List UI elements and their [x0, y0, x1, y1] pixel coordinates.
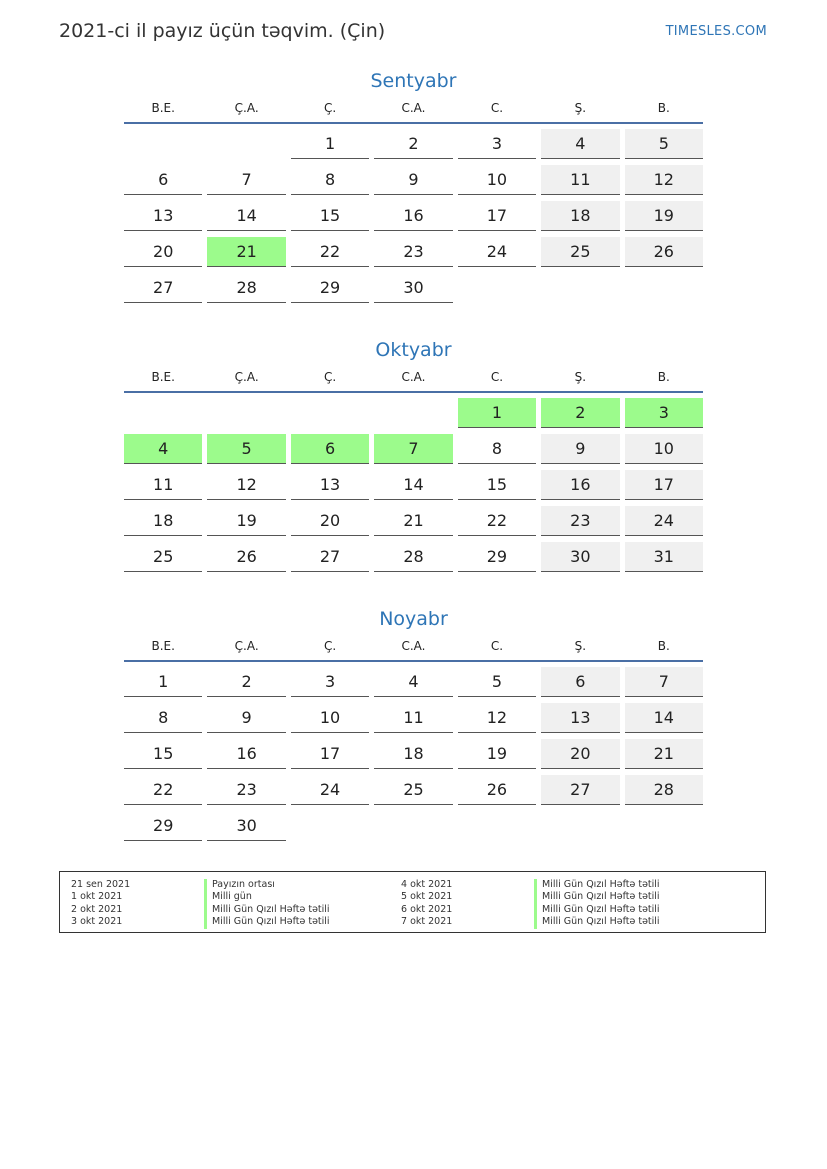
legend-date: 21 sen 2021 — [71, 879, 131, 890]
legend-date: 6 okt 2021 — [401, 903, 453, 915]
legend-row — [71, 904, 330, 916]
weekday-label: C. — [490, 639, 504, 653]
day-cell: 7 — [207, 165, 285, 195]
day-cell: 22 — [124, 775, 202, 805]
weekday-header — [124, 367, 703, 393]
empty-cell — [207, 398, 285, 428]
day-cell: 18 — [374, 739, 452, 769]
weekday-label: B.E. — [151, 639, 175, 653]
day-cell: 18 — [541, 201, 619, 231]
weekday-label: Ş. — [574, 101, 587, 115]
weekday-label: C.A. — [401, 639, 426, 653]
day-cell: 9 — [374, 165, 452, 195]
day-cell: 29 — [124, 811, 202, 841]
brand-link[interactable]: TIMESLES.COM — [665, 24, 767, 39]
day-cell: 20 — [291, 506, 369, 536]
day-cell: 3 — [458, 129, 536, 159]
day-cell: 4 — [374, 667, 452, 697]
legend-holiday-name: Milli Gün Qızıl Həftə tətili — [534, 891, 660, 903]
day-cell: 25 — [124, 542, 202, 572]
day-cell: 9 — [541, 434, 619, 464]
weekday-label: C.A. — [401, 101, 426, 115]
holiday-day-cell: 7 — [374, 434, 452, 464]
month-name: Noyabr — [379, 608, 448, 630]
legend-holiday-name: Milli Gün Qızıl Həftə tətili — [534, 879, 660, 891]
legend-date: 1 okt 2021 — [71, 891, 123, 903]
legend-row — [401, 916, 660, 928]
legend-column-left — [71, 879, 330, 929]
day-cell: 4 — [541, 129, 619, 159]
weekday-label: Ç. — [323, 639, 337, 653]
weekday-label: Ç. — [323, 101, 337, 115]
day-cell: 3 — [291, 667, 369, 697]
day-cell: 30 — [374, 273, 452, 303]
weekday-label: Ş. — [574, 639, 587, 653]
holiday-day-cell: 3 — [625, 398, 703, 428]
month-1 — [124, 337, 703, 578]
page-title: 2021-ci il payız üçün təqvim. (Çin) — [59, 20, 386, 42]
weekday-label: B. — [657, 639, 670, 653]
month-name: Oktyabr — [375, 339, 452, 361]
legend-holiday-name: Milli Gün Qızıl Həftə tətili — [534, 916, 660, 928]
day-cell: 11 — [124, 470, 202, 500]
day-cell: 30 — [541, 542, 619, 572]
day-cell: 16 — [541, 470, 619, 500]
day-cell: 8 — [291, 165, 369, 195]
weekday-label: Ş. — [574, 370, 587, 384]
day-cell: 9 — [207, 703, 285, 733]
day-cell: 31 — [625, 542, 703, 572]
month-0 — [124, 68, 703, 309]
month-2 — [124, 606, 703, 847]
month-name: Sentyabr — [370, 70, 457, 92]
legend-holiday-name: Milli Gün Qızıl Həftə tətili — [534, 904, 660, 916]
day-cell: 26 — [458, 775, 536, 805]
legend-date: 5 okt 2021 — [401, 891, 453, 903]
legend-holiday-name: Payızın ortası — [204, 879, 275, 891]
day-grid — [124, 398, 703, 578]
day-cell: 15 — [291, 201, 369, 231]
weekday-label: Ç.A. — [234, 101, 259, 115]
day-cell: 23 — [541, 506, 619, 536]
day-cell: 25 — [541, 237, 619, 267]
weekday-label: Ç.A. — [234, 370, 259, 384]
day-grid — [124, 129, 703, 309]
day-cell: 1 — [291, 129, 369, 159]
legend-date: 3 okt 2021 — [71, 916, 123, 928]
day-cell: 25 — [374, 775, 452, 805]
day-cell: 12 — [458, 703, 536, 733]
legend-holiday-name: Milli Gün Qızıl Həftə tətili — [204, 904, 330, 916]
day-cell: 28 — [374, 542, 452, 572]
day-cell: 28 — [625, 775, 703, 805]
day-cell: 28 — [207, 273, 285, 303]
day-cell: 24 — [625, 506, 703, 536]
day-cell: 24 — [291, 775, 369, 805]
day-cell: 29 — [291, 273, 369, 303]
day-cell: 1 — [124, 667, 202, 697]
holiday-legend — [59, 871, 766, 933]
day-cell: 24 — [458, 237, 536, 267]
day-cell: 27 — [541, 775, 619, 805]
day-cell: 14 — [374, 470, 452, 500]
day-cell: 15 — [458, 470, 536, 500]
day-cell: 8 — [124, 703, 202, 733]
day-cell: 27 — [291, 542, 369, 572]
day-cell: 16 — [374, 201, 452, 231]
day-cell: 18 — [124, 506, 202, 536]
day-cell: 12 — [625, 165, 703, 195]
holiday-day-cell: 2 — [541, 398, 619, 428]
day-cell: 27 — [124, 273, 202, 303]
day-cell: 13 — [124, 201, 202, 231]
day-cell: 13 — [291, 470, 369, 500]
day-cell: 17 — [625, 470, 703, 500]
weekday-label: B.E. — [151, 101, 175, 115]
day-cell: 16 — [207, 739, 285, 769]
day-cell: 17 — [291, 739, 369, 769]
day-cell: 22 — [291, 237, 369, 267]
legend-column-right — [401, 879, 660, 929]
day-cell: 6 — [541, 667, 619, 697]
weekday-label: Ç. — [323, 370, 337, 384]
day-cell: 19 — [458, 739, 536, 769]
legend-row — [401, 891, 660, 903]
day-cell: 10 — [458, 165, 536, 195]
holiday-day-cell: 4 — [124, 434, 202, 464]
day-cell: 10 — [625, 434, 703, 464]
day-cell: 20 — [124, 237, 202, 267]
legend-holiday-name: Milli gün — [204, 891, 252, 903]
legend-row — [71, 879, 330, 891]
legend-date: 7 okt 2021 — [401, 916, 453, 928]
empty-cell — [207, 129, 285, 159]
day-cell: 5 — [625, 129, 703, 159]
day-cell: 23 — [207, 775, 285, 805]
legend-row — [401, 904, 660, 916]
legend-date: 4 okt 2021 — [401, 879, 453, 890]
legend-date: 2 okt 2021 — [71, 903, 123, 915]
holiday-day-cell: 1 — [458, 398, 536, 428]
day-cell: 7 — [625, 667, 703, 697]
weekday-label: C.A. — [401, 370, 426, 384]
legend-row — [71, 916, 330, 928]
day-cell: 11 — [541, 165, 619, 195]
day-cell: 19 — [625, 201, 703, 231]
day-cell: 22 — [458, 506, 536, 536]
weekday-label: Ç.A. — [234, 639, 259, 653]
empty-cell — [124, 129, 202, 159]
day-cell: 21 — [374, 506, 452, 536]
weekday-label: B. — [657, 101, 670, 115]
weekday-label: C. — [490, 370, 504, 384]
day-cell: 17 — [458, 201, 536, 231]
day-cell: 21 — [625, 739, 703, 769]
day-cell: 11 — [374, 703, 452, 733]
day-cell: 13 — [541, 703, 619, 733]
day-cell: 14 — [625, 703, 703, 733]
day-grid — [124, 667, 703, 847]
day-cell: 2 — [374, 129, 452, 159]
day-cell: 20 — [541, 739, 619, 769]
holiday-day-cell: 21 — [207, 237, 285, 267]
holiday-day-cell: 6 — [291, 434, 369, 464]
day-cell: 26 — [207, 542, 285, 572]
day-cell: 8 — [458, 434, 536, 464]
day-cell: 19 — [207, 506, 285, 536]
weekday-label: B.E. — [151, 370, 175, 384]
weekday-header — [124, 98, 703, 124]
legend-row — [71, 891, 330, 903]
day-cell: 29 — [458, 542, 536, 572]
legend-row — [401, 879, 660, 891]
day-cell: 5 — [458, 667, 536, 697]
empty-cell — [124, 398, 202, 428]
day-cell: 26 — [625, 237, 703, 267]
day-cell: 12 — [207, 470, 285, 500]
holiday-day-cell: 5 — [207, 434, 285, 464]
day-cell: 23 — [374, 237, 452, 267]
empty-cell — [374, 398, 452, 428]
day-cell: 6 — [124, 165, 202, 195]
weekday-label: C. — [490, 101, 504, 115]
day-cell: 10 — [291, 703, 369, 733]
day-cell: 15 — [124, 739, 202, 769]
day-cell: 2 — [207, 667, 285, 697]
day-cell: 14 — [207, 201, 285, 231]
weekday-header — [124, 636, 703, 662]
weekday-label: B. — [657, 370, 670, 384]
empty-cell — [291, 398, 369, 428]
legend-holiday-name: Milli Gün Qızıl Həftə tətili — [204, 916, 330, 928]
day-cell: 30 — [207, 811, 285, 841]
